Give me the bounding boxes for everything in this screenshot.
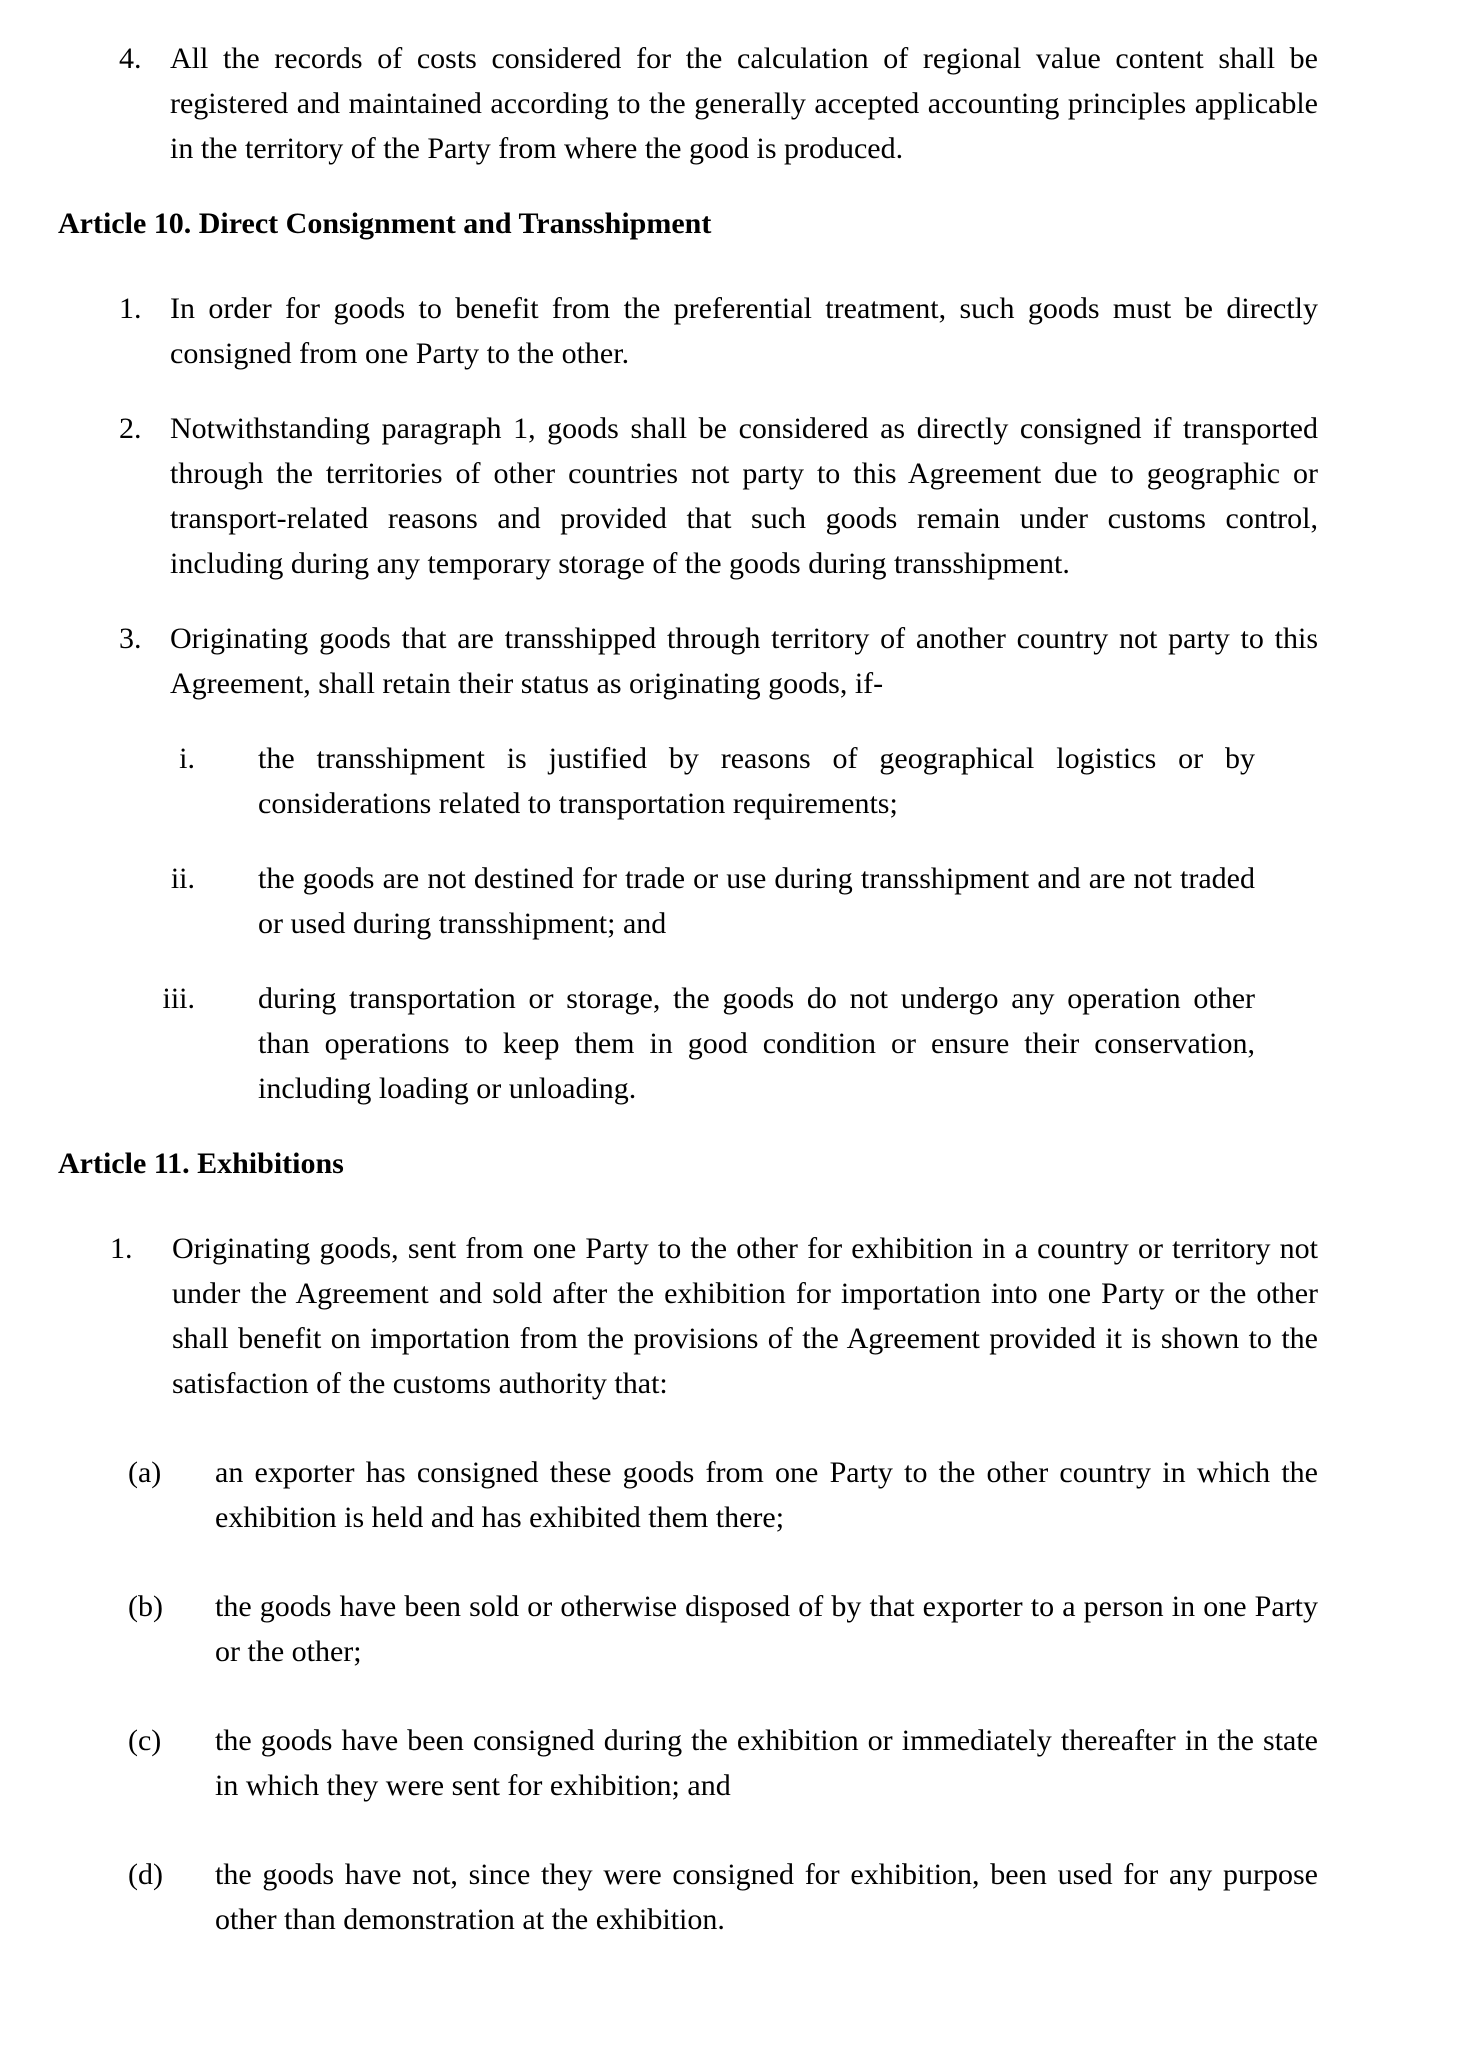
list-item-2 [119, 406, 1318, 586]
article-11-heading: Article 11. Exhibitions [58, 1147, 344, 1180]
item-text: In order for goods to benefit from the preferential treatment, such goods must be directly consigned from one Party to the other. [170, 292, 1318, 370]
sub-item-d [128, 1852, 1318, 1942]
list-item-1 [119, 286, 1318, 376]
item-number: ii. [170, 862, 195, 895]
list-item-4 [119, 36, 1318, 171]
item-text: an exporter has consigned these goods from one Party to the other country in which the exhibition is held and has exhibited them there; [215, 1456, 1318, 1534]
list-item-3 [119, 616, 1318, 706]
list-item-1 [110, 1226, 1318, 1406]
item-text: the goods have been sold or otherwise disposed of by that exporter to a person in one Party or the other; [215, 1590, 1318, 1668]
article-10-heading: Article 10. Direct Consignment and Transshipment [58, 207, 712, 240]
item-number: 2. [119, 412, 142, 445]
item-number: 1. [119, 292, 142, 325]
sub-item-ii [119, 856, 1255, 946]
item-number: i. [179, 742, 195, 775]
item-number: 3. [119, 622, 142, 655]
item-text: Notwithstanding paragraph 1, goods shall be considered as directly consigned if transported through the territories of other countries not party to this Agreement due to geographic or transport-related reasons and provided that such goods remain under customs control, including during any temporary storage of the goods during transshipment. [170, 412, 1318, 580]
sub-item-b [128, 1584, 1318, 1674]
item-text: Originating goods that are transshipped through territory of another country not party to this Agreement, shall retain their status as originating goods, if- [170, 622, 1318, 700]
item-text: during transportation or storage, the goods do not undergo any operation other than operations to keep them in good condition or ensure their conservation, including loading or unloading. [258, 982, 1255, 1105]
sub-item-a [128, 1450, 1318, 1540]
item-text: the goods have not, since they were consigned for exhibition, been used for any purpose other than demonstration at the exhibition. [215, 1858, 1318, 1936]
item-number: (b) [128, 1590, 163, 1623]
item-number: (d) [128, 1858, 163, 1891]
item-number: (c) [128, 1724, 162, 1757]
item-text: All the records of costs considered for the calculation of regional value content shall be registered and maintained according to the generally accepted accounting principles applicable in the territory of the Party from where the good is produced. [170, 42, 1318, 165]
item-number: (a) [128, 1456, 162, 1489]
item-text: the goods are not destined for trade or use during transshipment and are not traded or used during transshipment; and [258, 862, 1255, 940]
item-text: the transshipment is justified by reasons of geographical logistics or by considerations related to transportation requirements; [258, 742, 1255, 820]
item-number: iii. [162, 982, 195, 1015]
sub-item-iii [119, 976, 1255, 1111]
sub-item-i [119, 736, 1255, 826]
item-number: 1. [110, 1232, 133, 1265]
item-text: the goods have been consigned during the exhibition or immediately thereafter in the state in which they were sent for exhibition; and [215, 1724, 1318, 1802]
item-number: 4. [119, 42, 142, 75]
sub-item-c [128, 1718, 1318, 1808]
item-text: Originating goods, sent from one Party to the other for exhibition in a country or territory not under the Agreement and sold after the exhibition for importation into one Party or the other shall benefit on importation from the provisions of the Agreement provided it is shown to the satisfaction of the customs authority that: [172, 1232, 1318, 1400]
